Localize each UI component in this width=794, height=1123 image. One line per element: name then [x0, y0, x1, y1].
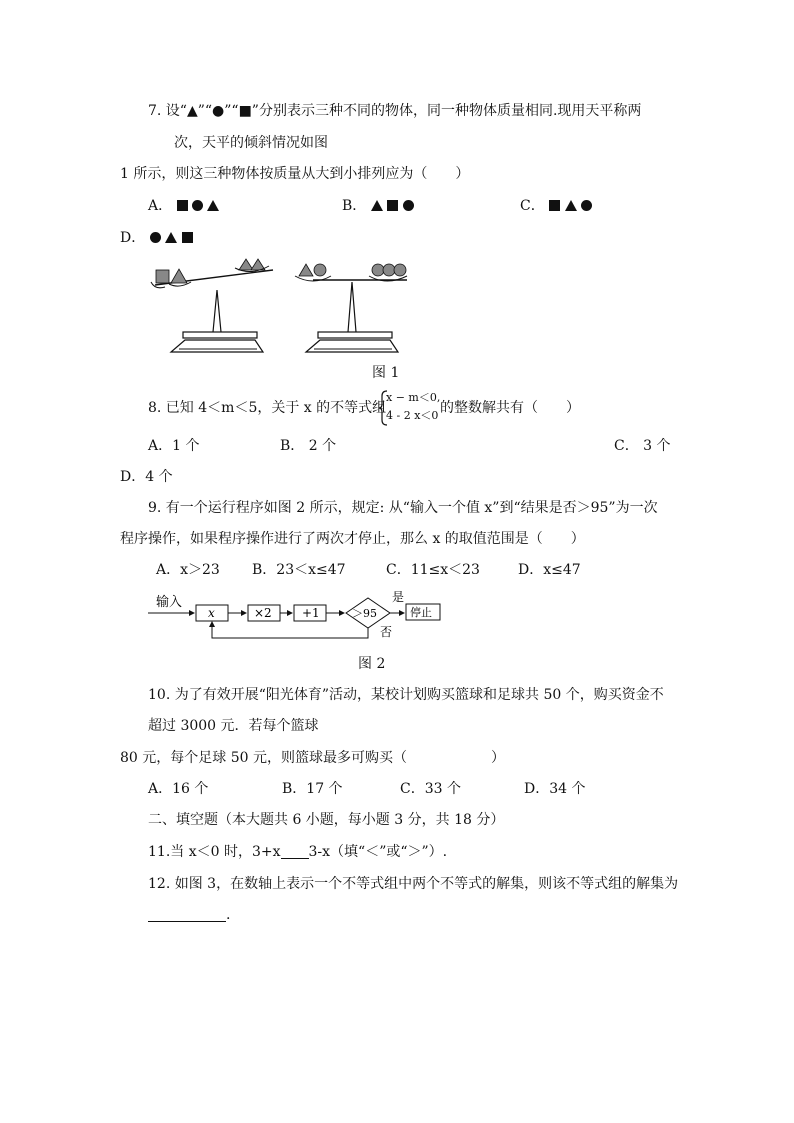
- flow-input-label: 输入: [156, 595, 183, 610]
- q11-prefix: 11.当 x＜0 时，3+x: [148, 844, 281, 860]
- flow-box-x-text: x: [208, 606, 215, 620]
- q10-line-1: 10. 为了有效开展“阳光体育”活动，某校计划购买篮球和足球共 50 个，购买资金不: [148, 687, 664, 703]
- triangle-icon: [207, 200, 219, 211]
- q7-option-a-label: A．: [148, 198, 173, 214]
- circle-icon: [403, 200, 414, 211]
- circle-icon: [581, 200, 592, 211]
- triangle-weight: [239, 259, 253, 270]
- triangle-icon: [371, 200, 383, 211]
- triangle-icon: [165, 232, 177, 243]
- figure-1-balances: [145, 252, 425, 360]
- square-icon: [182, 232, 193, 243]
- right-balance: [295, 264, 407, 352]
- circle-icon: [150, 232, 161, 243]
- flow-decision-text: ＞95: [352, 607, 377, 620]
- circle-weight: [314, 264, 326, 276]
- flow-box-plus1-text: +1: [302, 606, 320, 620]
- flow-box-stop-text: 停止: [410, 606, 432, 619]
- circle-weight: [383, 264, 395, 276]
- q12-answer-blank[interactable]: [148, 907, 226, 922]
- q11-line: [148, 842, 447, 862]
- figure-1-caption: 图 1: [372, 365, 400, 381]
- q8-option-d[interactable]: D．4 个: [120, 469, 173, 485]
- q7-option-d[interactable]: [120, 228, 193, 248]
- q10-option-c[interactable]: C．33 个: [400, 781, 461, 797]
- q9-option-d[interactable]: D．x≤47: [518, 562, 581, 578]
- triangle-icon: [565, 200, 577, 211]
- circle-icon: [192, 200, 203, 211]
- q8-prefix: 8. 已知 4＜m＜5，关于 x 的不等式组: [148, 400, 387, 416]
- q10-line-3: 80 元，每个足球 50 元，则篮球最多可购买（ ）: [120, 750, 505, 766]
- q8-option-b[interactable]: B． 2 个: [280, 438, 337, 454]
- section-2-heading: 二、填空题（本大题共 6 小题，每小题 3 分，共 18 分）: [148, 812, 505, 828]
- q9-line-1: 9. 有一个运行程序如图 2 所示，规定: 从“输入一个值 x”到“结果是否＞95”为一次: [148, 500, 658, 516]
- q7-option-d-label: D．: [120, 230, 146, 246]
- q10-option-b[interactable]: B．17 个: [282, 781, 343, 797]
- q9-option-b[interactable]: B．23＜x≤47: [252, 562, 346, 578]
- q11-suffix: 3-x（填“＜”或“＞”）.: [308, 844, 448, 860]
- q8-system-row-2: 4 - 2 x＜0: [386, 409, 439, 422]
- flow-no-label: 否: [380, 625, 393, 639]
- q7-option-a[interactable]: [148, 196, 219, 216]
- q11-answer-blank[interactable]: [281, 844, 309, 859]
- q12-end: .: [226, 907, 231, 923]
- circle-weight: [394, 264, 406, 276]
- q10-option-a[interactable]: A．16 个: [148, 781, 209, 797]
- triangle-weight: [251, 259, 265, 270]
- q7-line-1: 7. 设“▲”“●”“■”分别表示三种不同的物体，同一种物体质量相同.现用天平称两: [148, 103, 642, 119]
- square-icon: [177, 200, 188, 211]
- q12-line-2: [148, 905, 230, 925]
- q7-option-b-label: B．: [342, 198, 367, 214]
- q9-line-2: 程序操作，如果程序操作进行了两次才停止，那么 x 的取值范围是（ ）: [120, 531, 585, 547]
- q7-option-c-label: C．: [520, 198, 545, 214]
- q7-option-b[interactable]: [342, 196, 414, 216]
- q7-line-3: 1 所示，则这三种物体按质量从大到小排列应为（ ）: [120, 166, 470, 182]
- flow-box-times2-text: ×2: [254, 606, 272, 620]
- q7-line-2: 次，天平的倾斜情况如图: [174, 135, 328, 151]
- circle-weight: [372, 264, 384, 276]
- q7-option-c[interactable]: [520, 196, 592, 216]
- q8-option-c[interactable]: C． 3 个: [614, 438, 671, 454]
- q8-option-a[interactable]: A．1 个: [148, 438, 200, 454]
- q10-line-2: 超过 3000 元．若每个篮球: [148, 718, 319, 734]
- q9-option-c[interactable]: C．11≤x＜23: [386, 562, 480, 578]
- q10-option-d[interactable]: D．34 个: [524, 781, 586, 797]
- q9-option-a[interactable]: A．x＞23: [156, 562, 220, 578]
- figure-2-flowchart: [146, 588, 456, 644]
- flow-yes-label: 是: [392, 590, 405, 604]
- square-weight: [156, 270, 169, 283]
- square-icon: [387, 200, 398, 211]
- q8-system-row-1: x − m＜0,: [386, 391, 441, 404]
- square-icon: [549, 200, 560, 211]
- left-balance: [151, 259, 273, 352]
- triangle-weight: [299, 264, 313, 276]
- figure-2-caption: 图 2: [358, 656, 386, 672]
- triangle-weight: [171, 269, 187, 283]
- q8-suffix: 的整数解共有（ ）: [440, 400, 580, 416]
- q12-line-1: 12. 如图 3，在数轴上表示一个不等式组中两个不等式的解集，则该不等式组的解集为: [148, 876, 679, 892]
